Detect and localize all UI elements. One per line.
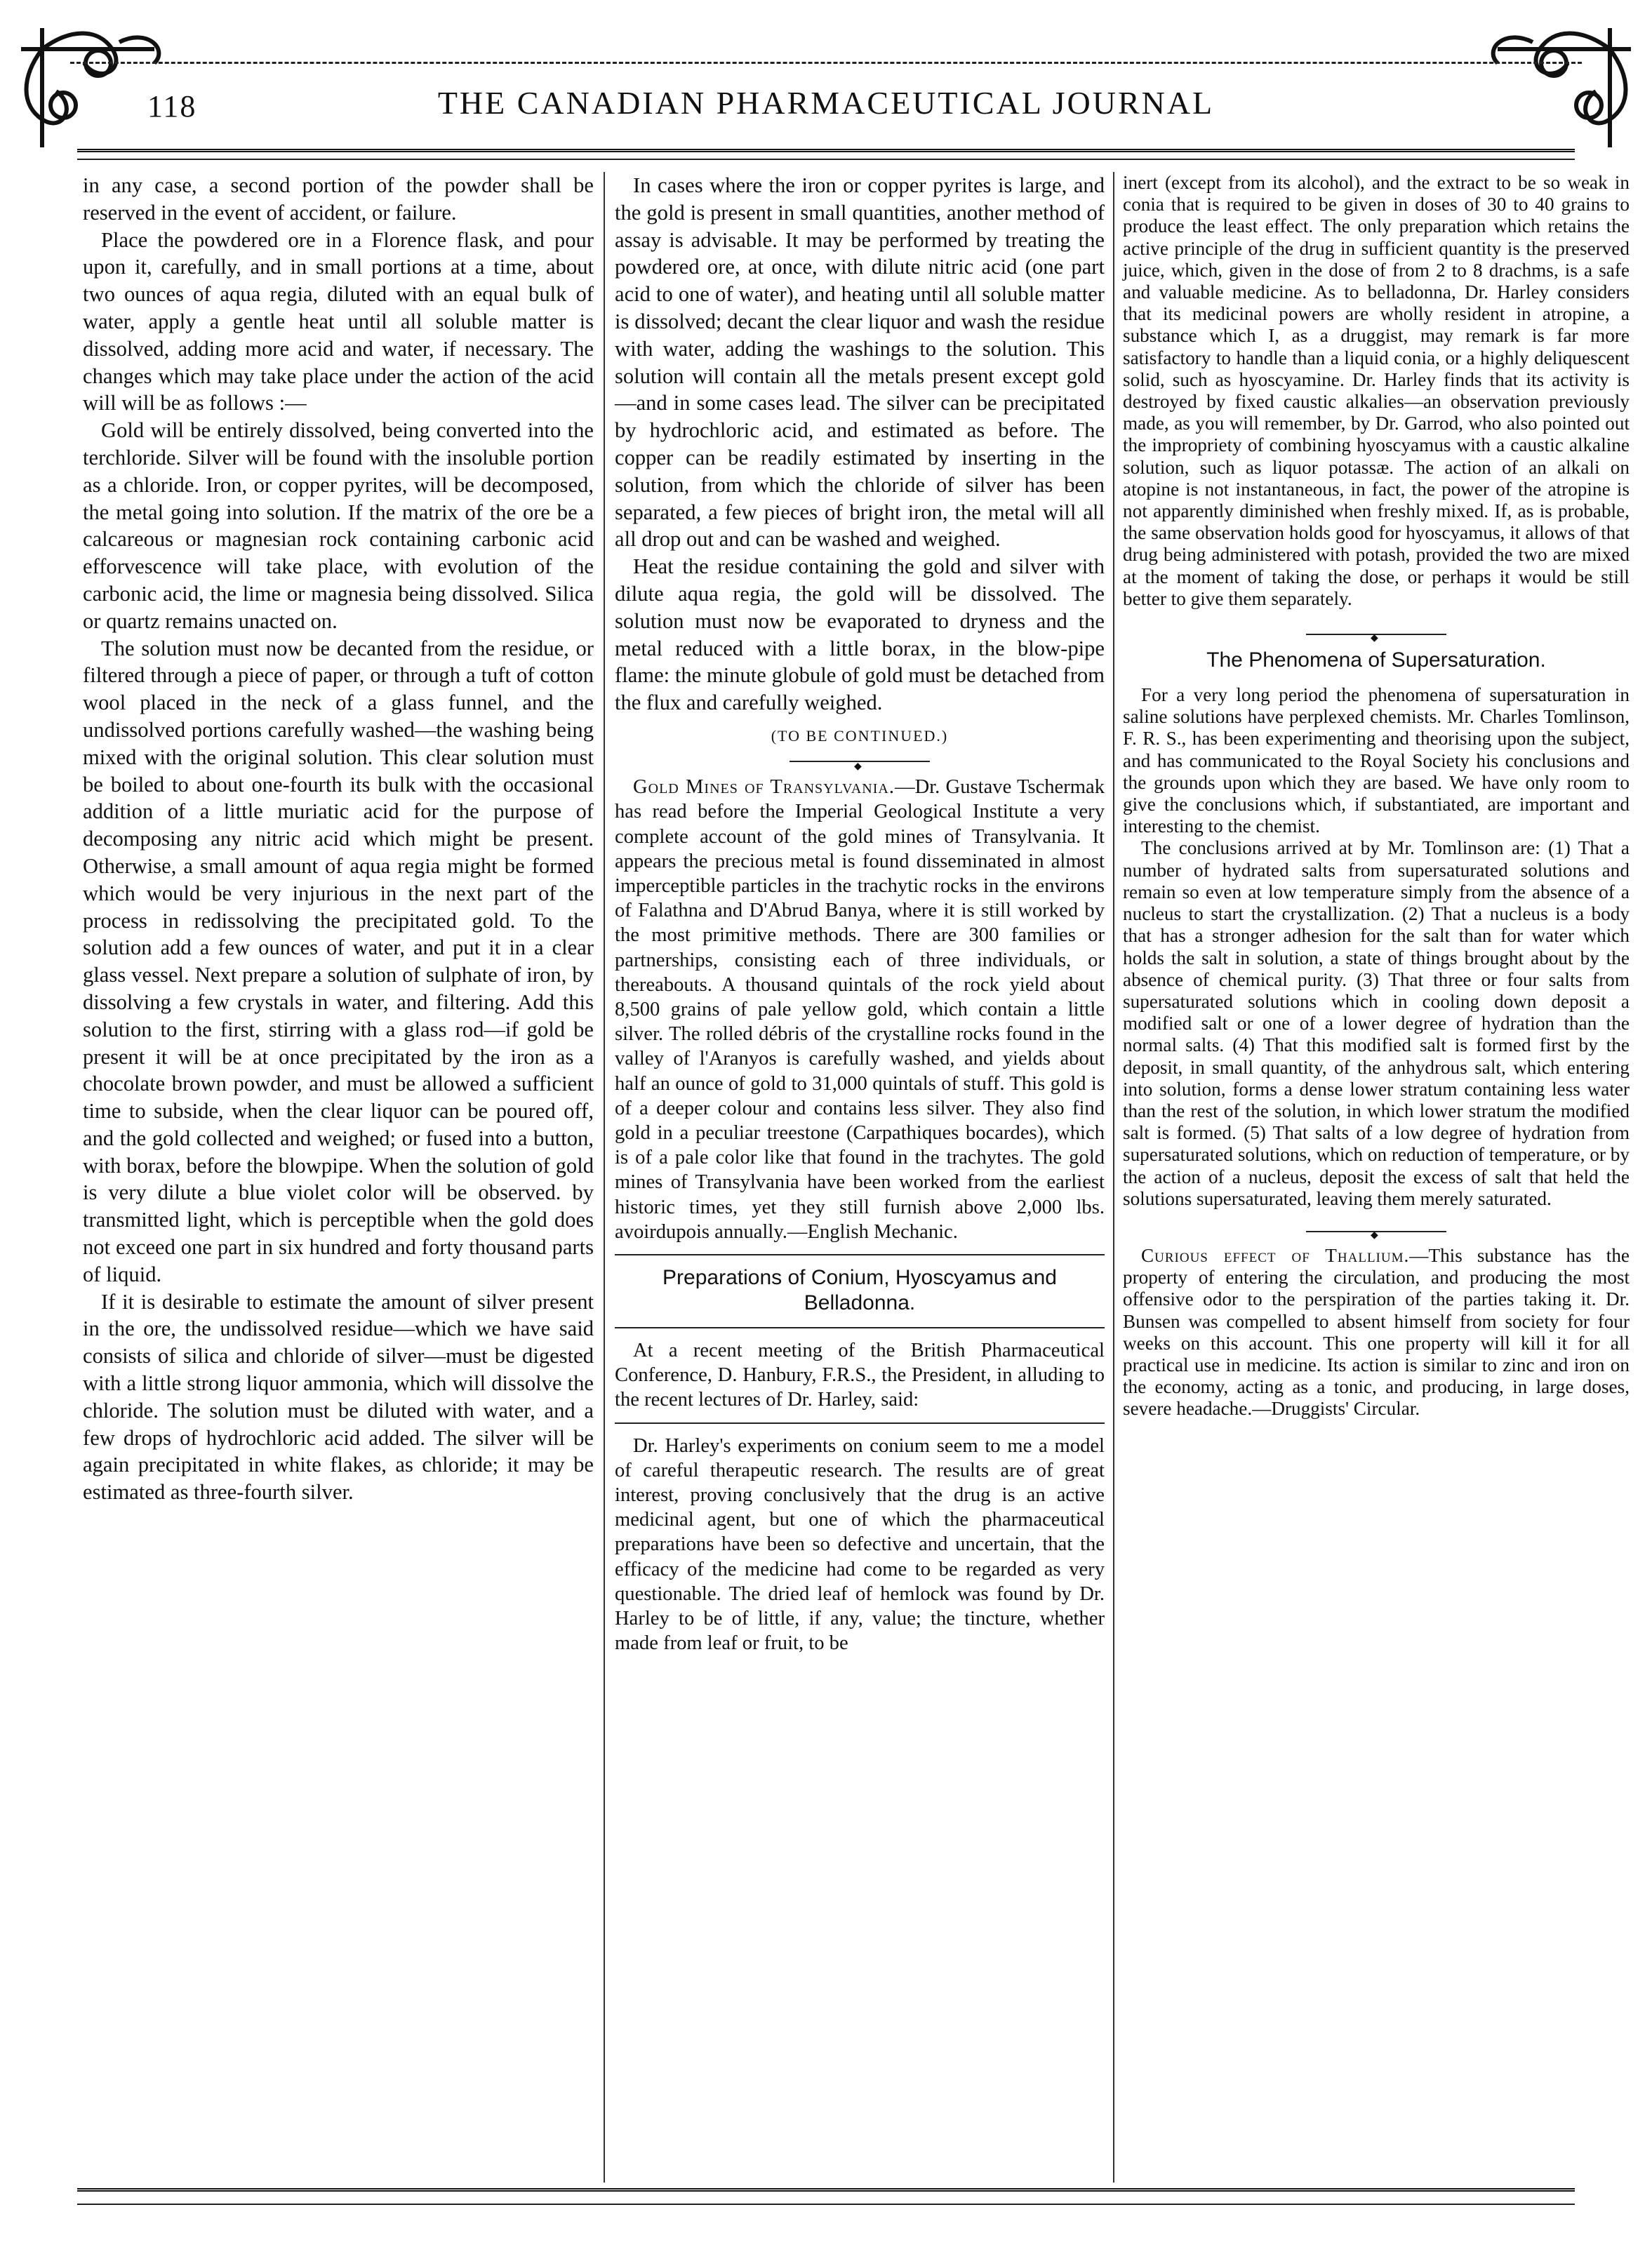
section-divider — [1306, 634, 1446, 635]
journal-title: THE CANADIAN PHARMACEUTICAL JOURNAL — [437, 85, 1215, 121]
paragraph: For a very long period the phenomena of supersaturation in saline solutions have perplexed chemists. Mr. Charles Tomlinson, F. R. S., has been experimenting and theorising upon the subject, and has communicated to the Royal Society his conclusions and the grounds upon which they are based. We have only room to give the conclusions which, if substantiated, are important and interesting to the chemist. — [1123, 684, 1630, 837]
footer-rule — [77, 2188, 1575, 2192]
page-number: 118 — [147, 89, 197, 124]
section-heading: Preparations of Conium, Hyoscyamus and Belladonna. — [662, 1266, 1057, 1314]
header-rule — [77, 159, 1575, 160]
paragraph: Heat the residue containing the gold and silver with dilute aqua regia, the gold will be dissolved. The solution must now be evaporated to dryness and the metal reduced with a little borax, in the blow-pipe flame: the minute globule of gold must be detached from the flux and carefully weighed. — [615, 554, 1105, 715]
top-border-rule — [70, 62, 1582, 64]
paragraph: The conclusions arrived at by Mr. Tomlinson are: (1) That a number of hydrated salts from supersaturated solutions and remain so even at low temperature simply from the absence of a nucleus to start the crystallization. (2) That a nucleus is a body that has a stronger adhesion for the salt than for water which holds the salt in solution, a state of things brought about by the absence of chemical purity. (3) That three or four salts from supersaturated solutions which in cooling down deposit a modified salt or one of a lower degree of hydration than the normal salts. (4) That this modified salt is formed first by the deposit, in small quantity, of the anhydrous salt, which entering into solution, forms a dense lower stratum containing less water than the rest of the solution, in which lower stratum the modified salt is formed. (5) That salts of a low degree of hydration from supersaturated solutions, which on reduction of temperature, or by the action of a nucleus, deposit the excess of salt that held the solutions supersaturated, leaving them merely saturated. — [1123, 837, 1630, 1209]
column-3 — [1123, 172, 1630, 1420]
column-divider — [1113, 172, 1114, 2182]
header-rule — [77, 149, 1575, 152]
section-divider — [1306, 1231, 1446, 1232]
paragraph: Gold will be entirely dissolved, being converted into the terchloride. Silver will be found with the insoluble portion as a chloride. Iron, or copper pyrites, will be decomposed, the metal going into solution. If the matrix of the ore be a calcareous or magnesian rock containing carbonic acid efforvescence will take place, with evolution of the carbonic acid, the lime or magnesia being dissolved. Silica or quartz remains unacted on. — [83, 418, 594, 633]
article-gold-mines — [615, 775, 1105, 1244]
paragraph: inert (except from its alcohol), and the extract to be so weak in conia that is required to be given in doses of 30 to 40 grains to produce the least effect. The only preparation which retains the active principle of the drug in sufficient quantity is the preserved juice, which, given in the dose of from 2 to 8 drachms, is a safe and valuable medicine. As to belladonna, Dr. Harley considers that its medicinal powers are wholly resident in atropine, a substance which I, as a druggist, may remark is far more satisfactory to handle than a liquid conia, or a highly deliquescent solid, such as hyoscyamine. Dr. Harley finds that its activity is destroyed by fixed caustic alkalies—an observation previously made, as you will remember, by Dr. Garrod, who also pointed out the impropriety of combining hyoscyamus with a caustic alkaline solution, such as liquor potassæ. The action of an alkali on atopine is not instantaneous, in fact, the power of the atropine is not apparently diminished when freshly mixed. If, as is probable, the same observation holds good for hyoscyamus, it allows of that drug being administered with potash, provided the two are mixed at the moment of taking the dose, or perhaps it would be still better to give them separately. — [1123, 172, 1630, 609]
paragraph: Dr. Harley's experiments on conium seem to me a model of careful therapeutic research. The results are of great interest, proving conclusively that the drug is an active medicinal agent, but one of which the pharmaceutical preparations have been so defective and uncertain, that the efficacy of the medicine had come to be regarded as very questionable. The dried leaf of hemlock was found by Dr. Harley to be of little, if any, value; the tincture, whether made from leaf or fruit, to be — [615, 1434, 1105, 1655]
paragraph: The solution must now be decanted from the residue, or filtered through a piece of paper, or through a tuft of cotton wool placed in the neck of a glass funnel, and the undissolved portions carefully washed—the washing being mixed with the original solution. This clear solution must be boiled to about one-fourth its bulk with the occasional addition of a little muriatic acid for the purpose of decomposing any nitric acid which might be present. Otherwise, a small amount of aqua regia might be formed which would be very injurious in the next part of the process in redissolving the precipitated gold. To the solution add a few ounces of water, and put it in a clear glass vessel. Next prepare a solution of sulphate of iron, by dissolving a few crystals in water, and filtering. Add this solution to the first, stirring with a glass rod—if gold be present it will be at once precipitated by the iron as a chocolate brown powder, and must be allowed a sufficient time to subside, when the clear liquor can be poured off, and the gold collected and weighed; or fused into a button, with borax, before the blowpipe. When the solution of gold is very dilute a blue violet color will be observed. by transmitted light, which is perceptible when the gold does not exceed one part in six hundred and forty thousand parts of liquid. — [83, 636, 594, 1286]
paragraph: Place the powdered ore in a Florence flask, and pour upon it, carefully, and in small portions at a time, about two ounces of aqua regia, diluted with an equal bulk of water, apply a gentle heat until all soluble matter is dissolved, adding more acid and water, if necessary. The changes which may take place under the action of the acid will will be as follows :— — [83, 227, 594, 415]
section-divider — [615, 1254, 1105, 1255]
column-divider — [604, 172, 605, 2182]
article-thallium — [1123, 1245, 1630, 1420]
section-divider — [615, 1422, 1105, 1424]
section-divider — [615, 1327, 1105, 1328]
article-body: —Dr. Gustave Tschermak has read before the Imperial Geological Institute a very complete account of the gold mines of Transylvania. It appears the precious metal is found disseminated in almost imperceptible particles in the trachytic rocks in the environs of Falathna and D'Abrud Banya, where it is still worked by the most primitive methods. There are 300 families or partnerships, consisting each of three individuals, or thereabouts. A thousand quintals of the rock yield about 8,500 grains of pale yellow gold, which contain a little silver. The rolled débris of the crystalline rocks found in the valley of l'Aranyos is carefully washed, and yields about half an ounce of gold to 31,000 quintals of stuff. This gold is of a deeper colour and contains less silver. They also find gold in a peculiar treestone (Carpathiques bocardes), which is of a pale color like that found in the trachytes. The gold mines of Transylvania have been worked from the earliest historic times, yet they still furnish above 2,000 lbs. avoirdupois annually.—English Mechanic. — [615, 776, 1105, 1243]
article-body: —This substance has the property of entering the circulation, and producing the most offensive odor to the perspiration of the parties taking it. Dr. Bunsen was compelled to absent himself from society for four weeks on this account. This one property will kill it for all practical use in medicine. Its action is similar to zinc and iron on the economy, acting as a tonic, and producing, in large doses, severe headache.—Druggists' Circular. — [1123, 1244, 1630, 1420]
page-header — [70, 76, 1582, 139]
footer-rule — [77, 2204, 1575, 2205]
column-2 — [615, 172, 1105, 1655]
paragraph: If it is desirable to estimate the amount of silver present in the ore, the undissolved residue—which we have said consists of silica and chloride of silver—must be digested with a little strong liquor ammonia, which will dissolve the chloride. The solution must be diluted with water, and a few drops of hydrochloric acid added. The silver will be again precipitated in white flakes, as chloride; it may be estimated as three-fourth silver. — [83, 1289, 594, 1505]
paragraph: At a recent meeting of the British Pharmaceutical Conference, D. Hanbury, F.R.S., the President, in alluding to the recent lectures of Dr. Harley, said: — [615, 1340, 1105, 1411]
section-heading: The Phenomena of Supersaturation. — [1206, 648, 1546, 672]
paragraph: In cases where the iron or copper pyrites is large, and the gold is present in small quantities, another method of assay is advisable. It may be performed by treating the powdered ore, at once, with dilute nitric acid (one part acid to one of water), and heating until all soluble matter is dissolved; decant the clear liquor and wash the residue with water, adding the washings to the solution. This solution will contain all the metals present except gold—and in some cases lead. The silver can be precipitated by hydrochloric acid, and estimated as before. The copper can be readily estimated by inserting in the solution, from which the chloride of silver has been separated, a few pieces of bright iron, the metal will all all drop out and can be washed and weighed. — [615, 173, 1105, 552]
paragraph: in any case, a second portion of the powder shall be reserved in the event of accident, or failure. — [83, 173, 594, 225]
article-title: Curious effect of Thallium. — [1141, 1244, 1410, 1266]
article-title: Gold Mines of Transylvania. — [633, 776, 895, 799]
section-divider — [790, 761, 930, 762]
column-1 — [83, 172, 594, 1506]
to-be-continued: (TO BE CONTINUED.) — [771, 726, 949, 745]
